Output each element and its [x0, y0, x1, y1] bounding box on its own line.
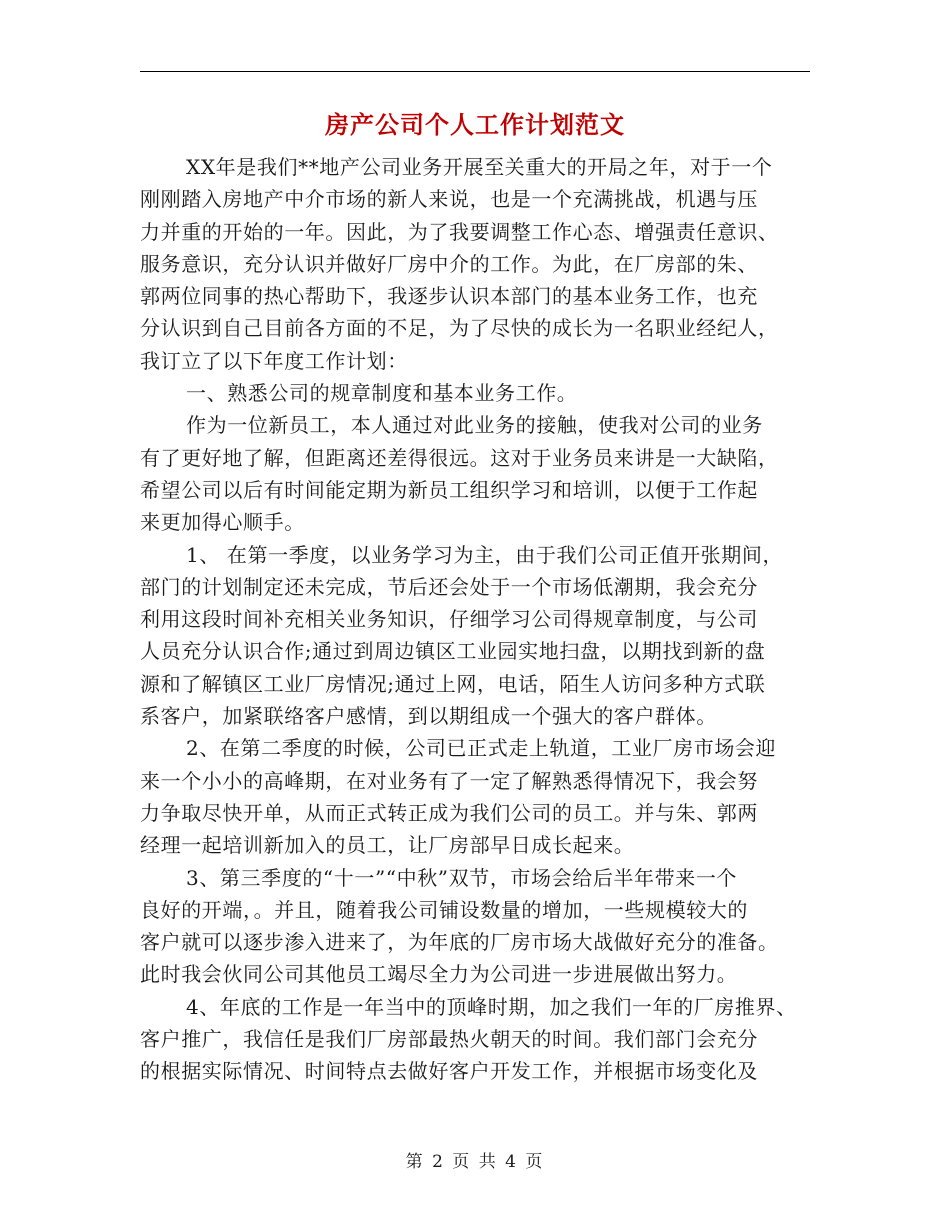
document-title: 房产公司个人工作计划范文 [325, 111, 625, 139]
text-line: 4、年底的工作是一年当中的顶峰时期，加之我们一年的厂房推界、 [186, 994, 797, 1019]
text-line: 客户就可以逐步渗入进来了，为年底的厂房市场大战做好充分的准备。 [140, 930, 779, 955]
text-line: 1、 在第一季度，以业务学习为主，由于我们公司正值开张期间， [186, 542, 784, 567]
text-line: 部门的计划制定还未完成，节后还会处于一个市场低潮期，我会充分 [140, 574, 758, 599]
text-line: 利用这段时间补充相关业务知识，仔细学习公司得规章制度，与公司 [140, 607, 758, 632]
text-line: 源和了解镇区工业厂房情况;通过上网，电话，陌生人访问多种方式联 [140, 671, 766, 696]
text-line: 3、第三季度的“十一”“中秋”双节，市场会给后半年带来一个 [186, 865, 738, 890]
text-line: 有了更好地了解，但距离还差得很远。这对于业务员来讲是一大缺陷， [140, 445, 779, 470]
text-line: 良好的开端，。并且，随着我公司铺设数量的增加，一些规模较大的 [140, 897, 748, 922]
text-line: 系客户，加紧联络客户感情，到以期组成一个强大的客户群体。 [140, 704, 717, 729]
text-line: 作为一位新员工，本人通过对此业务的接触，使我对公司的业务 [186, 413, 763, 438]
text-line: 分认识到自己目前各方面的不足，为了尽快的成长为一名职业经纪人， [140, 316, 779, 341]
text-line: 郭两位同事的热心帮助下，我逐步认识本部门的基本业务工作，也充 [140, 284, 758, 309]
header-rule [140, 71, 810, 72]
document-body [140, 151, 820, 1088]
text-line: 此时我会伙同公司其他员工竭尽全力为公司进一步进展做出努力。 [140, 962, 738, 987]
page-number: 第 2 页 共 4 页 [405, 1152, 545, 1172]
text-line: 经理一起培训新加入的员工，让厂房部早日成长起来。 [140, 833, 635, 858]
text-line: 力并重的开始的一年。因此，为了我要调整工作心态、增强责任意识、 [140, 219, 779, 244]
text-line: XX年是我们**地产公司业务开展至关重大的开局之年，对于一个 [186, 155, 773, 179]
text-line: 人员充分认识合作;通过到周边镇区工业园实地扫盘，以期找到新的盘 [140, 639, 766, 664]
text-line: 的根据实际情况、时间特点去做好客户开发工作，并根据市场变化及 [140, 1059, 758, 1084]
text-line: 一、熟悉公司的规章制度和基本业务工作。 [186, 381, 578, 406]
text-line: 来一个小小的高峰期，在对业务有了一定了解熟悉得情况下，我会努 [140, 768, 758, 793]
text-line: 刚刚踏入房地产中介市场的新人来说，也是一个充满挑战，机遇与压 [140, 187, 758, 212]
text-line: 我订立了以下年度工作计划： [140, 348, 408, 373]
text-line: 来更加得心顺手。 [140, 510, 305, 535]
text-line: 2、在第二季度的时候，公司已正式走上轨道，工业厂房市场会迎 [186, 736, 777, 761]
text-line: 希望公司以后有时间能定期为新员工组织学习和培训，以便于工作起 [140, 477, 758, 502]
text-line: 力争取尽快开单，从而正式转正成为我们公司的员工。并与朱、郭两 [140, 800, 758, 825]
text-line: 客户推广，我信任是我们厂房部最热火朝天的时间。我们部门会充分 [140, 1027, 758, 1052]
text-line: 服务意识，充分认识并做好厂房中介的工作。为此，在厂房部的朱、 [140, 251, 758, 276]
